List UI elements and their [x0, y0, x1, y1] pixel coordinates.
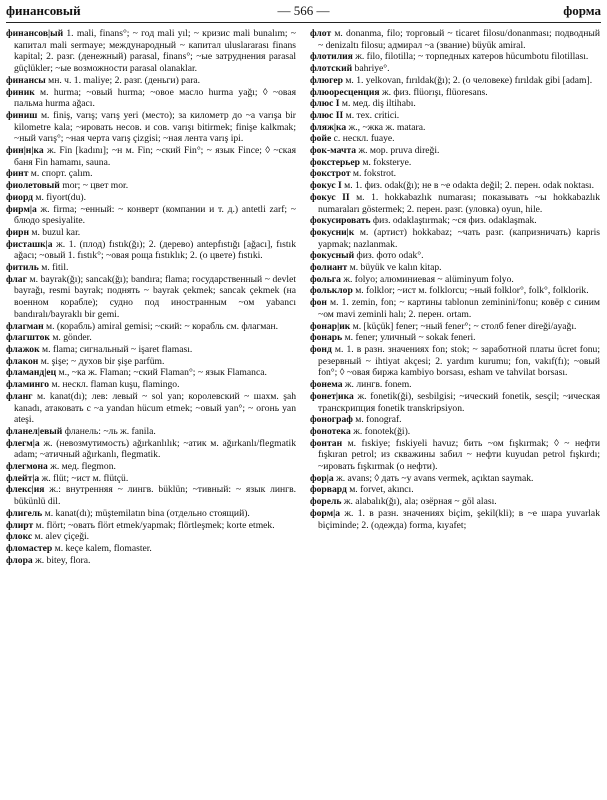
- dictionary-entry: [310, 75, 600, 87]
- dictionary-entry: [6, 75, 296, 87]
- entry-headword: фирм|а: [6, 203, 37, 215]
- entry-headword: форель: [310, 496, 342, 508]
- entry-definition: м. folklor; ~ист м. folklorcu; ~ный folklor°, folk°, folklorik.: [352, 285, 589, 297]
- dictionary-entry: [310, 438, 600, 473]
- entry-headword: флотский: [310, 63, 353, 75]
- dictionary-entry: [6, 543, 296, 555]
- dictionary-entry: [310, 87, 600, 99]
- entry-definition: м. büyük ve kalın kitap.: [347, 262, 442, 274]
- dictionary-entry: [310, 473, 600, 485]
- entry-headword: флот: [310, 28, 332, 39]
- entry-headword: фляж|ка: [310, 121, 347, 133]
- dictionary-entry: [6, 508, 296, 520]
- dictionary-entry: [310, 110, 600, 122]
- header-rule: [6, 22, 601, 23]
- entry-definition: ж. folyo; алюминиевая ~ alüminyum folyo.: [340, 273, 514, 285]
- entry-headword: флотилия: [310, 51, 353, 63]
- dictionary-entry: [310, 180, 600, 192]
- entry-definition: м. мед. diş iltihabı.: [339, 98, 416, 110]
- entry-definition: м. forvet, akıncı.: [346, 484, 414, 496]
- entry-headword: флирт: [6, 519, 34, 531]
- dictionary-entry: [6, 110, 296, 145]
- entry-definition: мн. ч. 1. maliye; 2. разг. (деньги) para.: [45, 74, 201, 86]
- entry-definition: ж. alabalık(ğı), ala; озёрная ~ göl alası.: [341, 496, 497, 508]
- dictionary-entry: [310, 426, 600, 438]
- entry-definition: ж.: внутренняя ~ лингв. büklün; ~тивный: ~ язык лингв. bükünlü dil.: [14, 484, 296, 508]
- entry-definition: м. (артист) hokkabaz; ~чать разг. (капризничать) kapris yapmak; nazlanmak.: [318, 226, 600, 250]
- entry-definition: ж. 1. (плод) fıstık(ğı); 2. (дерево) antepfıstığı [ağacı], fıstık ağacı; ~овый 1. fıstık°; ~овая роща fıstıklık; 2. (о цвете) fıstıki.: [14, 238, 296, 262]
- dictionary-entry: [6, 227, 296, 239]
- dictionary-entry: [310, 63, 600, 75]
- entry-headword: фокус II: [310, 191, 350, 203]
- entry-definition: м. 1. yelkovan, fırıldak(ğı); 2. (о человеке) fırıldak gibi [adam].: [342, 74, 593, 86]
- entry-headword: фисташк|а: [6, 238, 53, 250]
- entry-headword: флокс: [6, 531, 33, 543]
- entry-definition: м. 1. в разн. значениях fon; stok; ~ заработной платы ücret fonu; резервный ~ ihtiyat akçesi; 2. yardım kurumu; fon, vakıf(fı); ~овый fon°; ◊ ~овая биржа kambiyo borsası, esham ve tahvilat borsası.: [318, 343, 600, 379]
- entry-headword: фланел|евый: [6, 425, 63, 437]
- dictionary-entry: [310, 133, 600, 145]
- header-first-word: финансовый: [6, 3, 81, 18]
- entry-headword: флаг: [6, 273, 27, 285]
- entry-definition: м. flama; сигнальный ~ işaret flaması.: [39, 343, 193, 355]
- entry-definition: м. alev çiçeği.: [32, 531, 90, 543]
- entry-definition: м. fener; уличный ~ sokak feneri.: [342, 332, 476, 344]
- entry-definition: ж. физ. flüorışı, flüoresans.: [379, 86, 488, 98]
- entry-headword: финт: [6, 168, 29, 180]
- entry-headword: финик: [6, 86, 35, 98]
- dictionary-entry: [6, 520, 296, 532]
- dictionary-entry: [6, 344, 296, 356]
- dictionary-entry: [6, 262, 296, 274]
- dictionary-entry: [310, 250, 600, 262]
- entry-definition: ж. (невозмутимость) ağırkanlılık; ~атик м. ağırkanlı/flegmatik adam; ~атичный ağırkanlı, flegmatik.: [14, 437, 296, 461]
- entry-headword: флюгер: [310, 74, 343, 86]
- entry-definition: м. finiş, varış; varış yeri (место); за километр до ~а varışa bir kilometre kala; ~ировать несов. и сов. varışı bitirmek; finişe kalkmak; ~ный varış°; ~ная черта varış çizgisi; ~ная лента varış ipi.: [14, 109, 296, 145]
- entry-headword: фонема: [310, 379, 343, 391]
- entry-headword: фокусный: [310, 250, 355, 262]
- dictionary-entry: [6, 332, 296, 344]
- entry-headword: фонтан: [310, 437, 343, 449]
- dictionary-entry: [6, 356, 296, 368]
- dictionary-entry: [310, 157, 600, 169]
- entry-headword: фонд: [310, 343, 332, 355]
- dictionary-entry: [310, 321, 600, 333]
- dictionary-entry: [6, 426, 296, 438]
- dictionary-entry: [6, 145, 296, 168]
- dictionary-entry: [310, 332, 600, 344]
- entry-definition: м. flört; ~овать flört etmek/yapmak; flörtleşmek; korte etmek.: [33, 519, 275, 531]
- dictionary-entry: [6, 367, 296, 379]
- entry-headword: флюс II: [310, 109, 344, 121]
- entry-definition: ж. flüt; ~ист м. flütçü.: [39, 472, 129, 484]
- entry-definition: ж. мед. flegmon.: [47, 461, 116, 473]
- dictionary-entry: [310, 274, 600, 286]
- dictionary-entry: [310, 262, 600, 274]
- dictionary-entry: [310, 168, 600, 180]
- entry-headword: фин|н|ка: [6, 145, 44, 157]
- entry-definition: м. 1. hokkabazlık numarası; показывать ~ы hokkabazlık numaraları göstermek; 2. перен. разг. (уловка) oyun, hile.: [318, 191, 600, 215]
- entry-headword: фольга: [310, 273, 341, 285]
- entry-definition: ж. filo, filotilla; ~ торпедных катеров hücumbotu filotillası.: [352, 51, 589, 63]
- entry-headword: флегм|а: [6, 437, 40, 449]
- entry-definition: ж. avans; ◊ дать ~у avans vermek, açıktan saymak.: [333, 472, 534, 484]
- entry-definition: м. şişe; ~ духов bir şişe parfüm.: [38, 355, 165, 367]
- entry-definition: м. fiyort(du).: [33, 191, 86, 203]
- entry-definition: м. fokstrot.: [350, 168, 397, 180]
- dictionary-entry: [310, 484, 600, 496]
- entry-definition: м., ~ка ж. Flaman; ~ский Flaman°; ~ язык Flamanca.: [56, 367, 267, 379]
- entry-headword: фокусни|к: [310, 226, 355, 238]
- entry-headword: финансы: [6, 74, 46, 86]
- entry-headword: форм|а: [310, 507, 341, 519]
- entry-definition: м. hurma; ~овый hurma; ~овое масло hurma yağı; ◊ ~овая пальма hurma ağacı.: [14, 86, 296, 110]
- entry-headword: фок-мачта: [310, 145, 357, 157]
- entry-definition: ж. мор. pruva direği.: [356, 145, 440, 157]
- entry-definition: физ. фото odak°.: [354, 250, 424, 262]
- entry-definition: 1. mali, finans°; ~ год mali yıl; ~ кризис mali bunalım; ~ капитал mali sermaye; международный ~ капитал uluslararası finans kapital; 2. разг. (денежный) parasal, finans°; ~ые затруднения parasal güçlükler; ~ые возможности parasal olanaklar.: [14, 28, 296, 75]
- entry-definition: м. donanma, filo; торговый ~ ticaret filosu/donanması; подводный ~ denizaltı filosu; адмирал ~а (звание) büyük amiral.: [318, 28, 600, 51]
- dictionary-entry: [6, 274, 296, 321]
- entry-headword: фольклор: [310, 285, 353, 297]
- entry-headword: флакон: [6, 355, 39, 367]
- entry-headword: фламанд|ец: [6, 367, 57, 379]
- entry-headword: фонограф: [310, 414, 353, 426]
- dictionary-entry: [310, 227, 600, 250]
- entry-definition: м. keçe kalem, flomaster.: [52, 542, 152, 554]
- page-header: [6, 3, 601, 19]
- dictionary-entry: [310, 508, 600, 531]
- entry-definition: м. спорт. çalım.: [28, 168, 93, 180]
- entry-definition: ж. fonotek(ği).: [350, 425, 411, 437]
- entry-headword: флигель: [6, 507, 43, 519]
- entry-headword: фломастер: [6, 542, 53, 554]
- dictionary-entry: [310, 496, 600, 508]
- entry-definition: mor; ~ цвет mor.: [59, 180, 129, 192]
- dictionary-entry: [310, 145, 600, 157]
- entry-headword: фиолетовый: [6, 180, 60, 192]
- dictionary-entry: [310, 51, 600, 63]
- entry-definition: м. bayrak(ğı); sancak(ğı); bandıra; flama; государственный ~ devlet bayrağı, resmi bayrak; поднять ~ bayrak çekmek; sancak çekmek (на военном корабле); судно под иностранным ~ом yabancı bandıralı/bayraklı bir gemi.: [14, 273, 296, 320]
- entry-headword: финансов|ый: [6, 28, 64, 39]
- dictionary-entry: [6, 438, 296, 461]
- dictionary-entry: [6, 321, 296, 333]
- entry-definition: bahriye°.: [352, 63, 390, 75]
- entry-headword: флюс I: [310, 98, 340, 110]
- entry-headword: фонарь: [310, 332, 343, 344]
- entry-headword: фокстерьер: [310, 156, 360, 168]
- dictionary-entry: [6, 379, 296, 391]
- page-number: — 566 —: [277, 3, 330, 18]
- entry-headword: флора: [6, 554, 33, 566]
- dictionary-entry: [6, 461, 296, 473]
- entry-headword: фиорд: [6, 191, 34, 203]
- entry-headword: фланг: [6, 390, 33, 402]
- entry-definition: м. нескл. flaman kuşu, flamingo.: [49, 379, 180, 391]
- dictionary-entry: [310, 379, 600, 391]
- entry-headword: форвард: [310, 484, 347, 496]
- entry-headword: фламинго: [6, 379, 50, 391]
- entry-definition: м. 1. zemin, fon; ~ картины tablonun zeminini/fonu; ковёр с синим ~ом mavi zeminli halı; 2. перен. ortam.: [318, 297, 600, 320]
- dictionary-entry: [6, 204, 296, 227]
- dictionary-entry: [310, 122, 600, 134]
- dictionary-entry: [310, 297, 600, 320]
- dictionary-entry: [6, 531, 296, 543]
- entry-definition: ж. Fin [kadını]; ~н м. Fin; ~ский Fin°; ~ язык Fince; ◊ ~ская баня Fin hamamı, sauna.: [14, 145, 296, 168]
- entry-definition: физ. odaklaştırmak; ~ся физ. odaklaşmak.: [370, 215, 537, 227]
- entry-definition: м. kanat(dı); лев: левый ~ sol yan; королевский ~ шахм. şah kanadı, атаковать с ~а yandan hücum etmek; ~овый yan°; ~ огонь yan ateşi.: [14, 390, 296, 426]
- entry-headword: фойе: [310, 133, 332, 145]
- dictionary-entry: [6, 168, 296, 180]
- entry-definition: ж. bitey, flora.: [32, 554, 91, 566]
- dictionary-entry: [6, 192, 296, 204]
- entry-definition: м. (корабль) amiral gemisi; ~ский: ~ корабль см. флагман.: [43, 320, 279, 332]
- entry-definition: м. fitil.: [38, 262, 69, 274]
- entry-headword: фокстрот: [310, 168, 351, 180]
- dictionary-entry: [6, 391, 296, 426]
- dictionary-entry: [310, 28, 600, 51]
- dictionary-entry: [6, 28, 296, 75]
- entry-headword: фор|а: [310, 472, 334, 484]
- entry-headword: флагшток: [6, 332, 50, 344]
- entry-definition: ж., ~жка ж. matara.: [346, 121, 426, 133]
- dictionary-entry: [310, 344, 600, 379]
- dictionary-entry: [6, 239, 296, 262]
- entry-headword: флейт|а: [6, 472, 40, 484]
- entry-headword: фон: [310, 297, 327, 309]
- entry-definition: м. fonograf.: [352, 414, 402, 426]
- entry-headword: фолиант: [310, 262, 348, 274]
- entry-headword: флагман: [6, 320, 44, 332]
- right-column: [310, 28, 600, 796]
- header-last-word: форма: [563, 3, 601, 18]
- entry-definition: м. fıskiye; fıskiyeli havuz; бить ~ом fışkırmak; ◊ ~ нефти fışkıran petrol; из скважины забил ~ нефти kuyudan petrol fışkırdı; ~ировать fışkırmak (о нефти).: [318, 437, 600, 473]
- dictionary-entry: [6, 473, 296, 485]
- entry-headword: фокус I: [310, 180, 342, 192]
- entry-headword: флюоресценция: [310, 86, 380, 98]
- dictionary-entry: [310, 192, 600, 215]
- entry-headword: фирн: [6, 226, 30, 238]
- dictionary-entry: [310, 215, 600, 227]
- entry-definition: м. [küçük] fener; ~ный fener°; ~ столб fener direği/ayağı.: [350, 320, 577, 332]
- left-column: [6, 28, 296, 796]
- dictionary-entry: [6, 180, 296, 192]
- entry-definition: с. нескл. fuaye.: [331, 133, 395, 145]
- entry-definition: м. тех. critici.: [343, 109, 400, 121]
- entry-headword: финиш: [6, 109, 38, 121]
- entry-headword: флегмона: [6, 461, 48, 473]
- entry-definition: м. gönder.: [49, 332, 92, 344]
- entry-headword: фитиль: [6, 262, 39, 274]
- entry-definition: м. buzul kar.: [29, 226, 81, 238]
- entry-headword: фокусировать: [310, 215, 371, 227]
- dictionary-entry: [6, 555, 296, 567]
- dictionary-entry: [6, 484, 296, 507]
- entry-headword: флажок: [6, 343, 40, 355]
- dictionary-entry: [310, 285, 600, 297]
- dictionary-entry: [6, 87, 296, 110]
- entry-definition: ж. лингв. fonem.: [342, 379, 412, 391]
- entry-headword: фонотека: [310, 425, 351, 437]
- entry-definition: ж. fonetik(ği), sesbilgisi; ~ический fonetik, sesçil; ~ическая транскрипция fonetik transkripsiyon.: [318, 390, 600, 414]
- entry-definition: фланель: ~ль ж. fanila.: [62, 425, 156, 437]
- entry-headword: флекс|ия: [6, 484, 45, 496]
- dictionary-entry: [310, 391, 600, 414]
- entry-definition: м. foksterye.: [359, 156, 412, 168]
- entry-definition: м. 1. физ. odak(ğı); не в ~е odakta değil; 2. перен. odak noktası.: [341, 180, 594, 192]
- dictionary-entry: [310, 98, 600, 110]
- dictionary-entry: [310, 414, 600, 426]
- entry-headword: фонет|ика: [310, 390, 354, 402]
- entry-definition: ж. 1. в разн. значениях biçim, şekil(kli); в ~е шара yuvarlak biçiminde; 2. (одежда) forma, kıyafet;: [318, 507, 600, 531]
- entry-definition: ж. firma; ~енный: ~ конверт (компании и т. д.) antetli zarf; ~ блюдо spesiyalite.: [14, 203, 296, 227]
- entry-headword: фонар|ик: [310, 320, 351, 332]
- entry-definition: м. kanat(dı); müştemilatın bina (отдельно стоящий).: [42, 507, 250, 519]
